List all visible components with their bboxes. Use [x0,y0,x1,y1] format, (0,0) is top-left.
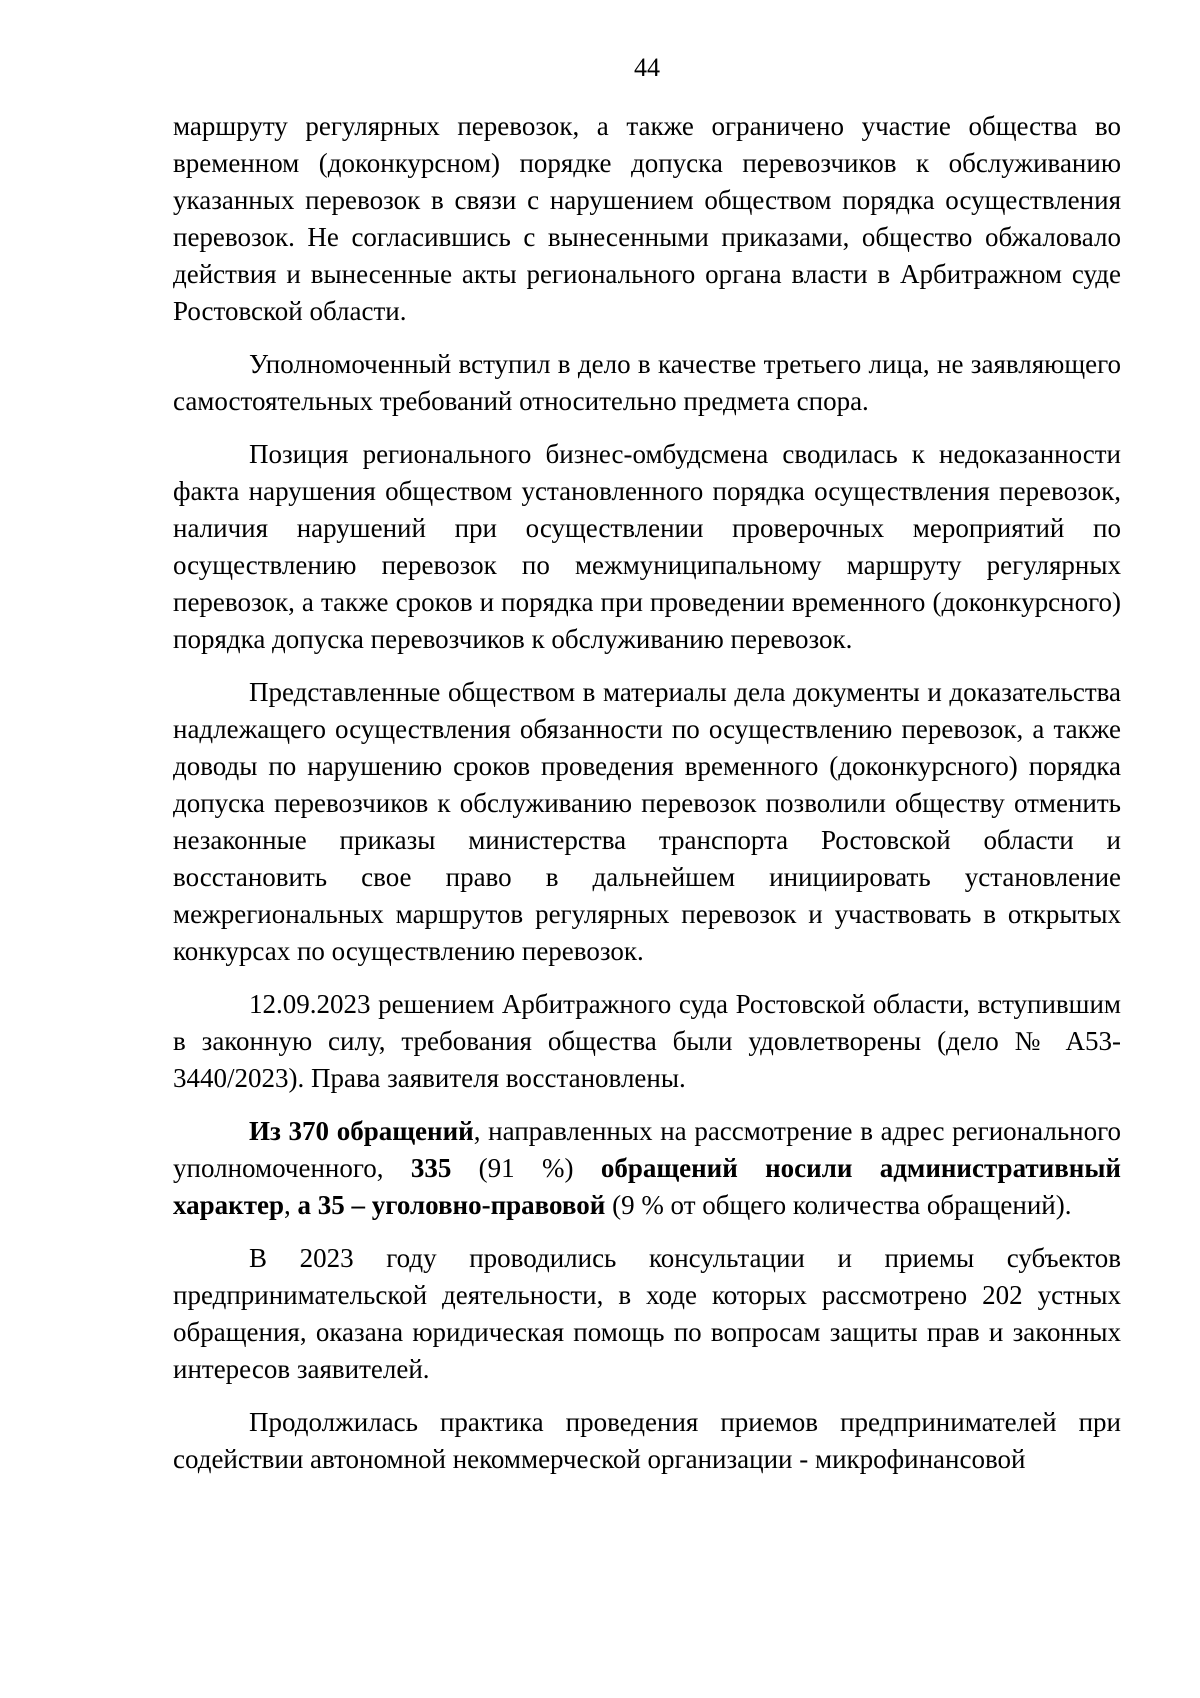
paragraph [173,436,1121,658]
paragraph [173,108,1121,330]
text-run: (9 % от общего количества обращений). [605,1190,1072,1220]
bold-text-run: 335 [410,1153,452,1183]
bold-text-run: а 35 – уголовно-правовой [297,1190,606,1220]
paragraph [173,346,1121,420]
page-number: 44 [634,53,660,82]
statistics-paragraph [173,1113,1121,1224]
text-run: Представленные обществом в материалы дела документы и доказательства надлежащего осуществления обязанности по осуществлению перевозок, а также доводы по нарушению сроков проведения временного (доконкурсного) порядка допуска перевозчиков к обслуживанию перевозок позволили обществу отменить незаконные приказы министерства транспорта Ростовской области и восстановить свое право в дальнейшем инициировать установление межрегиональных маршрутов регулярных перевозок и участвовать в открытых конкурсах по осуществлению перевозок. [173,677,1121,966]
text-run: маршруту регулярных перевозок, а также ограничено участие общества во временном (доконкурсном) порядке допуска перевозчиков к обслуживанию указанных перевозок в связи с нарушением обществом порядка осуществления перевозок. Не согласившись с вынесенными приказами, общество обжаловало действия и вынесенные акты регионального органа власти в Арбитражном суде Ростовской области. [173,111,1121,326]
text-run: Позиция регионального бизнес-омбудсмена сводилась к недоказанности факта нарушения обществом установленного порядка осуществления перевозок, наличия нарушений при осуществлении проверочных мероприятий по осуществлению перевозок по межмуниципальному маршруту регулярных перевозок, а также сроков и порядка при проведении временного (доконкурсного) порядка допуска перевозчиков к обслуживанию перевозок. [173,439,1121,654]
document-page [173,48,1121,1494]
paragraph [173,1240,1121,1388]
text-run: Уполномоченный вступил в дело в качестве третьего лица, не заявляющего самостоятельных требований относительно предмета спора. [173,349,1121,416]
text-run: , [283,1190,298,1220]
paragraph [173,674,1121,970]
text-run: Продолжилась практика проведения приемов предпринимателей при содействии автономной некоммерческой организации - микрофинансовой [173,1407,1121,1474]
text-run: (91 %) [451,1153,601,1183]
paragraph [173,1404,1121,1478]
paragraph [173,986,1121,1097]
bold-text-run: Из 370 обращений [249,1116,474,1146]
text-run: В 2023 году проводились консультации и приемы субъектов предпринимательской деятельности, в ходе которых рассмотрено 202 устных обращения, оказана юридическая помощь по вопросам защиты прав и законных интересов заявителей. [173,1243,1121,1384]
text-run: 12.09.2023 решением Арбитражного суда Ростовской области, вступившим в законную силу, требования общества были удовлетворены (дело № А53-3440/2023). Права заявителя восстановлены. [173,989,1121,1093]
bold-text-run: обращений носили административный характер [173,1153,1121,1220]
text-run: , направленных на рассмотрение в адрес регионального уполномоченного, [173,1116,1121,1183]
